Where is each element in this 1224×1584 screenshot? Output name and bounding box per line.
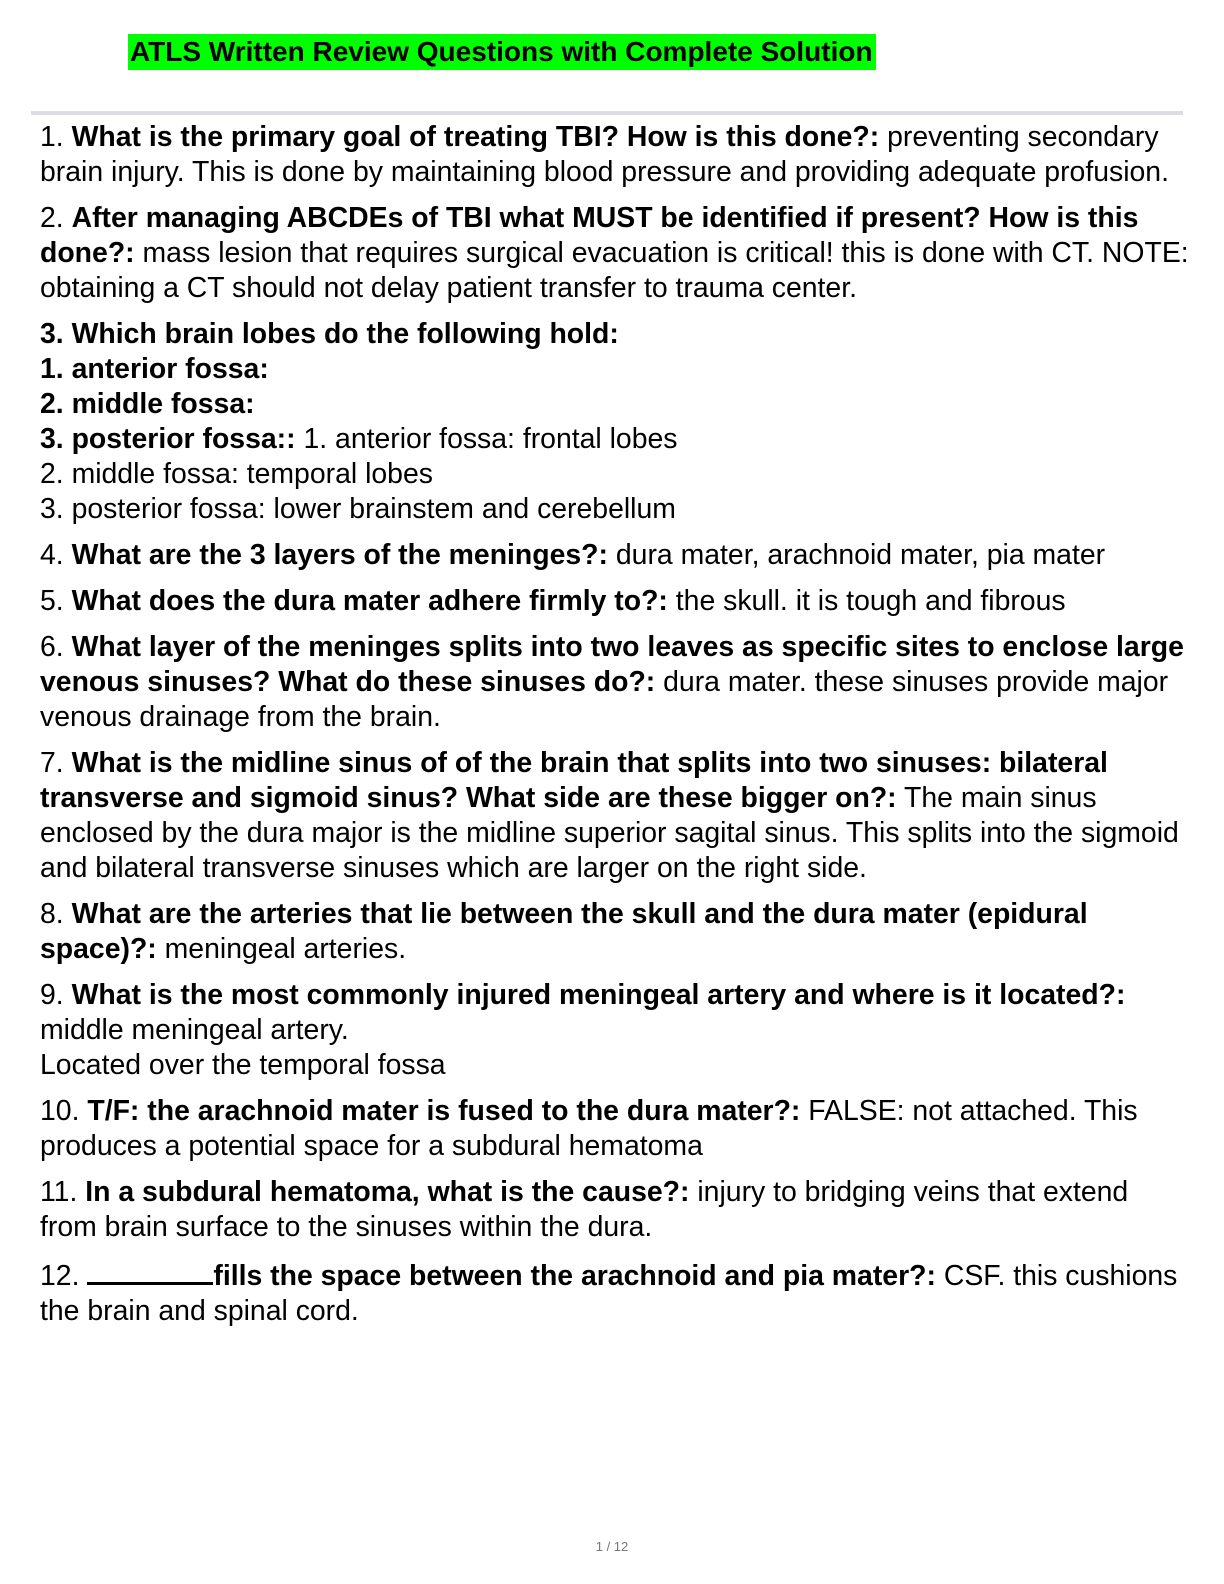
qa-item-2	[40, 201, 1190, 306]
answer-text: mass lesion that requires surgical evacuation is critical! this is done with CT. NOTE: obtaining a CT should not delay patient transfer to trauma center.	[40, 237, 1189, 304]
qa-number: 10.	[40, 1095, 80, 1127]
qa-item-12	[40, 1256, 1190, 1329]
qa-number: 8.	[40, 898, 64, 930]
question-text: 3. posterior fossa::	[40, 423, 296, 455]
page-number: 1 / 12	[595, 1539, 629, 1554]
question-text: In a subdural hematoma, what is the cause?:	[85, 1176, 690, 1208]
question-text: T/F: the arachnoid mater is fused to the dura mater?:	[87, 1095, 801, 1127]
answer-text: injury to bridging veins that extend from brain surface to the sinuses within the dura.	[40, 1176, 1129, 1243]
answer-text: Located over the temporal fossa	[40, 1049, 446, 1081]
answer-text: 3. posterior fossa: lower brainstem and cerebellum	[40, 493, 676, 525]
document-title-container	[128, 34, 876, 70]
qa-number: 2.	[40, 202, 64, 234]
qa-number: 12.	[40, 1260, 80, 1292]
question-text: What are the 3 layers of the meninges?:	[71, 539, 608, 571]
question-text: 1. anterior fossa:	[40, 353, 269, 385]
answer-text: dura mater. these sinuses provide major venous drainage from the brain.	[40, 666, 1169, 733]
question-text: What are the arteries that lie between the skull and the dura mater (epidural space)?:	[40, 898, 1088, 965]
qa-item-4	[40, 538, 1190, 573]
qa-number: 11.	[40, 1176, 78, 1208]
qa-list	[40, 120, 1190, 1340]
question-text: What is the midline sinus of of the brain that splits into two sinuses: bilateral transverse and sigmoid sinus? What side are these bigger on?:	[40, 747, 1108, 814]
answer-text: the skull. it is tough and fibrous	[675, 585, 1066, 617]
fill-in-blank	[87, 1256, 213, 1285]
qa-item-3	[40, 317, 1190, 527]
header-divider	[31, 111, 1183, 115]
qa-number: 3.	[40, 318, 64, 350]
answer-text: preventing secondary brain injury. This is done by maintaining blood pressure and providing adequate profusion.	[40, 121, 1169, 188]
question-text: fills the space between the arachnoid and pia mater?:	[213, 1260, 936, 1292]
answer-text: CSF. this cushions the brain and spinal cord.	[40, 1260, 1178, 1327]
question-text: After managing ABCDEs of TBI what MUST be identified if present? How is this done?:	[40, 202, 1139, 269]
qa-number: 4.	[40, 539, 64, 571]
document-title: ATLS Written Review Questions with Complete Solution	[128, 34, 876, 70]
qa-item-7	[40, 746, 1190, 886]
question-text: Which brain lobes do the following hold:	[71, 318, 619, 350]
answer-text: The main sinus enclosed by the dura major is the midline superior sagital sinus. This splits into the sigmoid and bilateral transverse sinuses which are larger on the right side.	[40, 782, 1179, 884]
answer-text: 1. anterior fossa: frontal lobes	[303, 423, 678, 455]
answer-text: 2. middle fossa: temporal lobes	[40, 458, 433, 490]
qa-item-5	[40, 584, 1190, 619]
qa-item-10	[40, 1094, 1190, 1164]
qa-number: 5.	[40, 585, 64, 617]
question-text: What does the dura mater adhere firmly to?:	[71, 585, 668, 617]
question-text: What is the most commonly injured meningeal artery and where is it located?:	[71, 979, 1126, 1011]
qa-number: 7.	[40, 747, 64, 779]
answer-text: middle meningeal artery.	[40, 1014, 349, 1046]
qa-number: 6.	[40, 631, 64, 663]
qa-item-11	[40, 1175, 1190, 1245]
question-text: What layer of the meninges splits into two leaves as specific sites to enclose large venous sinuses? What do these sinuses do?:	[40, 631, 1184, 698]
answer-text: FALSE: not attached. This produces a potential space for a subdural hematoma	[40, 1095, 1138, 1162]
question-text: 2. middle fossa:	[40, 388, 255, 420]
qa-item-9	[40, 978, 1190, 1083]
qa-item-1	[40, 120, 1190, 190]
qa-item-8	[40, 897, 1190, 967]
answer-text: dura mater, arachnoid mater, pia mater	[615, 539, 1106, 571]
qa-number: 9.	[40, 979, 64, 1011]
answer-text: meningeal arteries.	[164, 933, 407, 965]
qa-number: 1.	[40, 121, 64, 153]
question-text: What is the primary goal of treating TBI? How is this done?:	[71, 121, 880, 153]
qa-item-6	[40, 630, 1190, 735]
